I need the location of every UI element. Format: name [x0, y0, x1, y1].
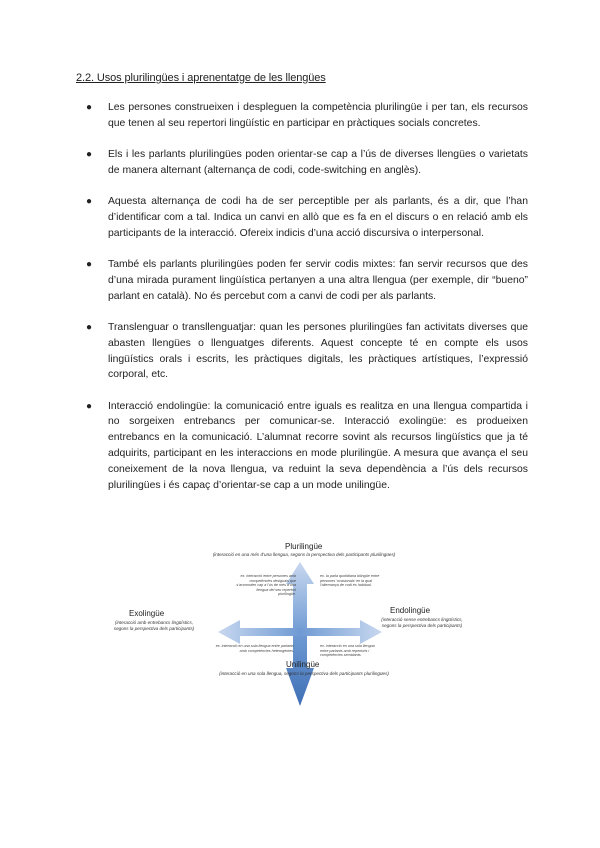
- list-item: [76, 147, 528, 179]
- bullet-list: [76, 100, 528, 509]
- list-item: [76, 320, 528, 383]
- left-label: Exolingüe: [129, 609, 165, 618]
- right-sublabel-2: segons la perspectiva dels participants): [381, 623, 463, 628]
- bullet-text: També els parlants plurilingües poden fer servir codis mixtes: fan servir recursos que des d’una mirada purament lingüística pertanyen a una altra llengua (per exemple, dir “bueno” parlant en català). No és percebut com a canvi de codi per als parlants.: [108, 259, 528, 302]
- note-top-right: ex. la parla quotidiana bilingüe entre persones ‘ocasionals’ en la qual l’alternança de codi és habitual.: [320, 574, 380, 588]
- plurilingual-diagram: [113, 540, 463, 710]
- top-sublabel: (interacció en una més d’una llengua, segons la perspectiva dels participants plurilingües): [212, 552, 396, 557]
- right-label: Endolingüe: [390, 606, 431, 615]
- bullet-icon: ●: [86, 149, 93, 161]
- list-item: [76, 100, 528, 132]
- right-sublabel-1: (interacció sense entrebancs lingüístics,: [381, 617, 463, 622]
- note-bottom-right: ex. interacció en una sola llengua entre parlants amb repertoris i competències semblants.: [320, 644, 375, 658]
- section-heading: 2.2. Usos plurilingües i aprenentatge de les llengües: [76, 72, 326, 84]
- list-item: [76, 399, 528, 494]
- bullet-icon: ●: [86, 196, 93, 208]
- bottom-sublabel: (interacció en una sola llengua, segons la perspectiva dels participants plurilingües): [219, 671, 389, 676]
- bullet-text: Els i les parlants plurilingües poden orientar-se cap a l’ús de diverses llengües o varietats de manera alternant (alternança de codi, code-switching en anglès).: [108, 149, 528, 176]
- bullet-text: Aquesta alternança de codi ha de ser perceptible per als parlants, és a dir, que l’han d’identificar com a tal. Indica un canvi en allò que es fa en el discurs o en relació amb els participants de la interacció. Ofereix indicis d’una acció discursiva o interpersonal.: [108, 196, 528, 239]
- bullet-icon: ●: [86, 102, 93, 113]
- bullet-icon: ●: [86, 259, 93, 271]
- left-sublabel-1: (interacció amb entrebancs lingüístics,: [114, 620, 194, 625]
- list-item: [76, 257, 528, 304]
- top-label: Plurilingüe: [285, 542, 323, 551]
- bullet-text: Les persones construeixen i despleguen la competència plurilingüe i per tan, els recursos que tenen al seu repertori lingüístic en participar en pràctiques socials concretes.: [108, 102, 528, 129]
- note-bottom-left: ex. interacció en una sola llengua entre parlants amb competències heterogènies.: [215, 644, 294, 653]
- bullet-icon: ●: [86, 321, 93, 333]
- left-sublabel-2: segons la perspectiva dels participants): [113, 626, 195, 631]
- note-top-left: ex. interacció entre persones amb competències desiguals que s’acomoden cap a l’ús de més d’una llengua del seu repertori plurilingüe.: [236, 574, 296, 597]
- bullet-icon: ●: [86, 400, 93, 412]
- bullet-text: Translenguar o transllenguatjar: quan les persones plurilingües fan activitats diverses que abasten llengües o llenguatges diferents. Aquest concepte té en compte els usos lingüístics orals i escrits, les pràctiques digitals, les pràctiques artístiques, l’expressió corporal, etc.: [108, 321, 528, 381]
- bottom-label: Unilingüe: [286, 660, 320, 669]
- bullet-text: Interacció endolingüe: la comunicació entre iguals es realitza en una llengua compartida i no sorgeixen entrebancs per comunicar-se. Interacció exolingüe: es produeixen entrebancs en la comunicació. L’alumnat recorre sovint als recursos lingüístics que ja té adquirits, participant en les interaccions en mode plurilingüe. A mesura que avança el seu coneixement de la nova llengua, va reduint la seva dependència a l’ús dels recursos plurilingües i és capaç d’orientar-se cap a un mode unilingüe.: [108, 400, 528, 491]
- list-item: [76, 194, 528, 241]
